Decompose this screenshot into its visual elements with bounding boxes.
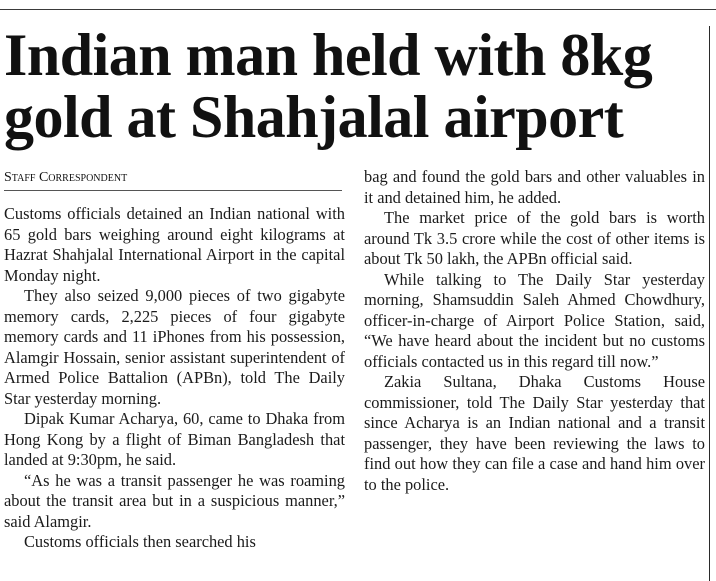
top-rule: [0, 9, 716, 10]
column-rule: [709, 26, 710, 581]
paragraph: The market price of the gold bars is worth around Tk 3.5 crore while the cost of other items is about Tk 50 lakh, the APBn official said.: [364, 208, 705, 268]
paragraph: Customs officials then searched his: [24, 532, 256, 551]
paragraph: bag and found the gold bars and other valuables in it and detained him, he added.: [364, 167, 705, 207]
paragraph: “As he was a transit passenger he was roaming about the transit area but in a suspicious manner,” said Alamgir.: [4, 470, 345, 531]
paragraph: Customs officials detained an Indian national with 65 gold bars weighing around eight kilograms at Hazrat Shahjalal International Airport in the capital Monday night.: [4, 204, 345, 285]
headline: Indian man held with 8kg gold at Shahjalal airport: [4, 22, 653, 150]
article-column-left: [4, 204, 345, 553]
paragraph: They also seized 9,000 pieces of two gigabyte memory cards, 2,225 pieces of four gigabyte memory cards and 11 iPhones from his possession, Alamgir Hossain, senior assistant superintendent of Armed Police Battalion (APBn), told The Daily Star yesterday morning.: [4, 286, 345, 408]
paragraph: While talking to The Daily Star yesterday morning, Shamsuddin Saleh Ahmed Chowdhury, officer-in-charge of Airport Police Station, said, “We have heard about the incident but no customs officials contacted us in this regard till now.”: [364, 269, 705, 371]
paragraph: Dipak Kumar Acharya, 60, came to Dhaka from Hong Kong by a flight of Biman Bangladesh that landed at 9:30pm, he said.: [4, 409, 345, 469]
article-column-right: [364, 167, 705, 495]
byline: Staff Correspondent: [4, 170, 128, 185]
byline-rule: [4, 190, 342, 191]
paragraph: Zakia Sultana, Dhaka Customs House commissioner, told The Daily Star yesterday that since Acharya is an Indian national and a transit passenger, they have been reviewing the laws to find out how they can file a case and hand him over to the police.: [364, 372, 705, 494]
